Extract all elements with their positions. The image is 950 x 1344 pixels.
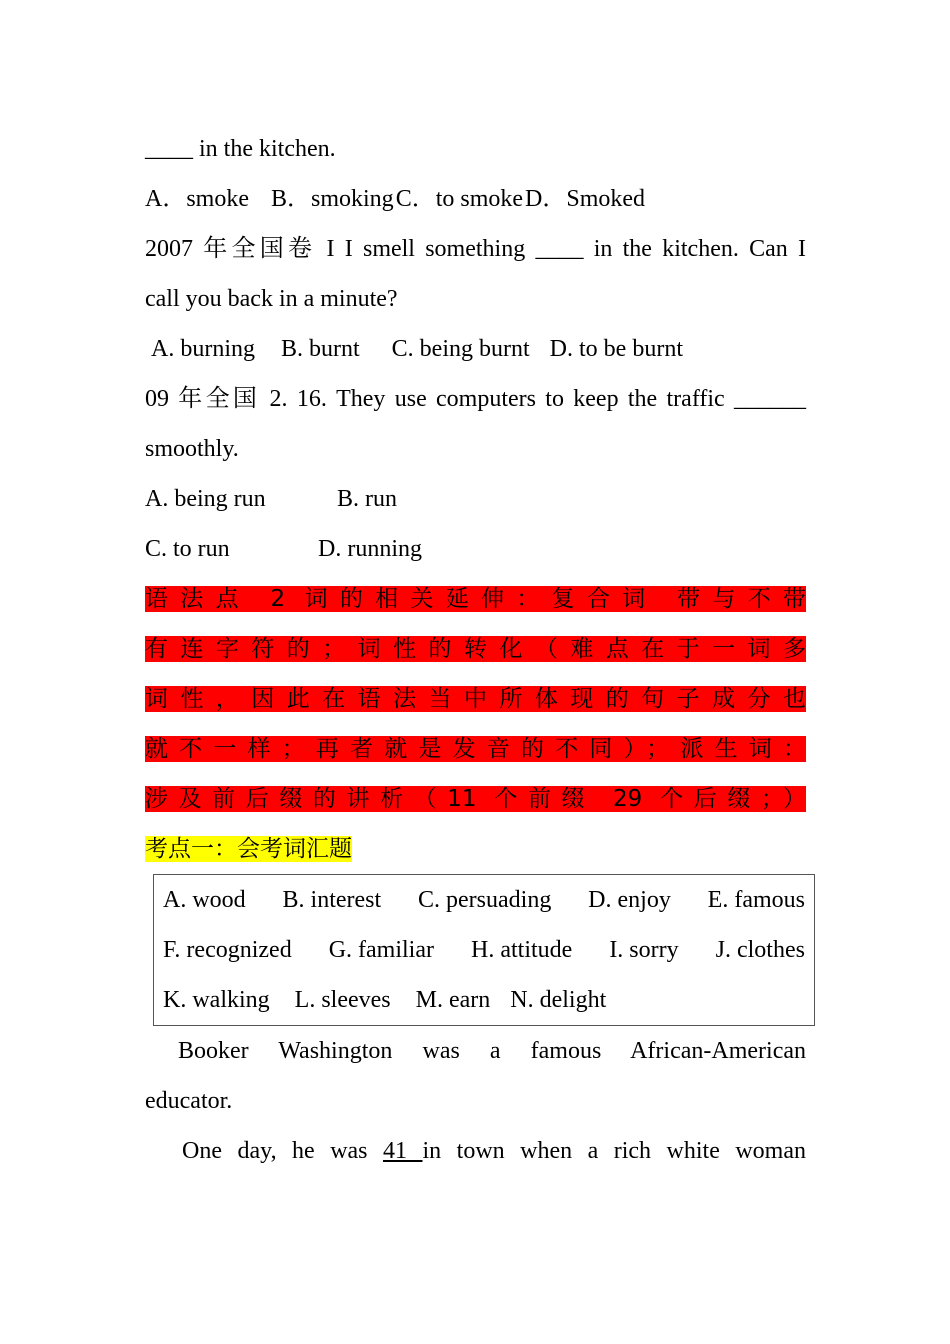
word-box [153, 874, 815, 1026]
word-option: H. attitude [471, 937, 573, 963]
q1-option-b: B．smoking [271, 186, 394, 212]
exam-point-heading: 考点一：会考词汇题 [145, 836, 352, 862]
q2-stem-line2: call you back in a minute? [145, 286, 398, 312]
word-option: K. walking [163, 987, 270, 1013]
document-page [145, 124, 806, 1176]
word-option: J. clothes [715, 937, 805, 963]
grammar-note-line-5: 涉及前后缀的讲析（11 个前缀 29 个后缀；） [145, 786, 806, 812]
q1-option-a: A．smoke [145, 186, 249, 212]
word-option: F. recognized [163, 937, 292, 963]
word-option: B. interest [282, 887, 382, 913]
word-box-row-3 [163, 975, 805, 1025]
q2-stem-line1: 2007 年全国卷 I I smell something ____ in the kitchen. Can I [145, 236, 806, 262]
q2-options [145, 324, 806, 374]
grammar-note-line-3: 词性，因此在语法当中所体现的句子成分也 [145, 686, 806, 712]
grammar-note-line-1: 语法点 2 词的相关延伸：复合词 带与不带 [145, 586, 806, 612]
word-option: I. sorry [609, 937, 679, 963]
word-option: D. enjoy [588, 887, 671, 913]
q1-option-c: C．to smoke [395, 186, 524, 212]
word-option: A. wood [163, 887, 246, 913]
q3-stem-line2: smoothly. [145, 436, 239, 462]
grammar-note-line-2: 有连字符的；词性的转化（难点在于一词多 [145, 636, 806, 662]
q3-options-row2 [145, 524, 806, 574]
word-option: M. earn [415, 987, 491, 1013]
q3-option-c: C. to run [145, 536, 230, 562]
q3-option-b: B. run [337, 486, 397, 512]
passage-p1-line2: educator. [145, 1088, 233, 1114]
passage-p1-line1: Booker Washington was a famous African-American [178, 1038, 806, 1064]
word-box-row-2 [163, 925, 805, 975]
q3-option-d: D. running [318, 536, 422, 562]
word-option: N. delight [510, 987, 607, 1013]
blank-41: 41 [383, 1138, 423, 1164]
passage-p2-line1: One day, he was 41 in town when a rich white woman [182, 1138, 807, 1164]
q1-stem: ____ in the kitchen. [145, 136, 336, 162]
q3-stem-line1: 09 年全国 2. 16. They use computers to keep the traffic ______ [145, 386, 806, 412]
q1-option-d: D．Smoked [525, 186, 646, 212]
q2-option-c: C. being burnt [391, 336, 530, 362]
q3-options-row1 [145, 474, 806, 524]
word-option: G. familiar [328, 937, 434, 963]
word-option: C. persuading [418, 887, 552, 913]
q1-options [145, 174, 806, 224]
grammar-note-line-4: 就不一样；再者就是发音的不同）；派生词： [145, 736, 806, 762]
word-option: E. famous [707, 887, 805, 913]
word-box-row-1 [163, 875, 805, 925]
q2-option-a: A. burning [151, 336, 255, 362]
word-option: L. sleeves [294, 987, 391, 1013]
q2-option-b: B. burnt [281, 336, 360, 362]
q3-option-a: A. being run [145, 486, 266, 512]
q2-option-d: D. to be burnt [549, 336, 683, 362]
